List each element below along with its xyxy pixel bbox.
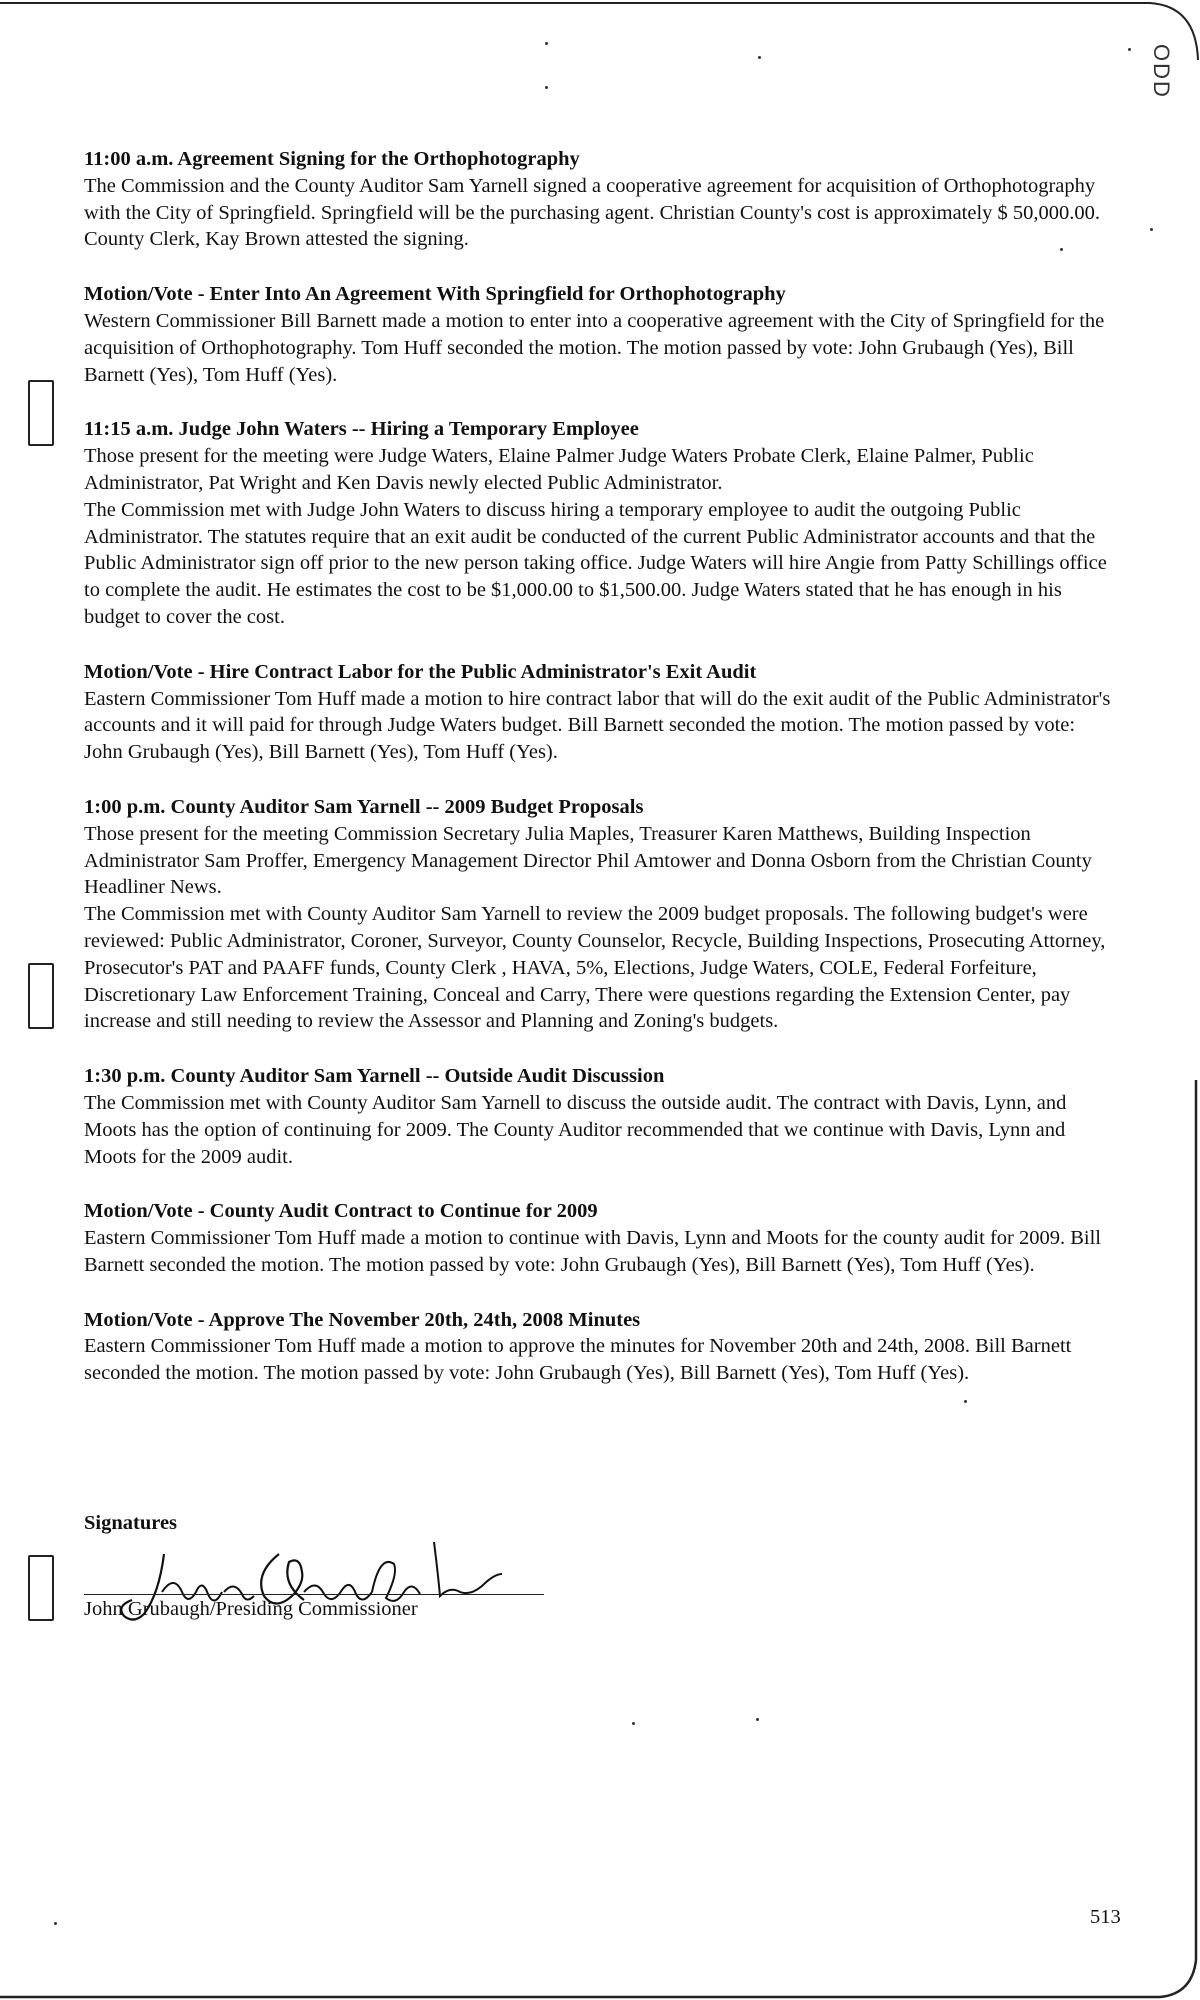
- section-heading: Motion/Vote - Approve The November 20th, 24th, 2008 Minutes: [84, 1308, 641, 1331]
- section-motion-approve-minutes: [84, 1307, 1114, 1387]
- scan-speck: [1128, 48, 1131, 51]
- section-text: Those present for the meeting were Judge Waters, Elaine Palmer Judge Waters Probate Clerk, Elaine Palmer, Public Administrator, Pat Wright and Ken Davis newly elected Public Administrator.: [84, 445, 1034, 494]
- scan-speck: [1150, 228, 1153, 231]
- corner-stamp: ODD: [1149, 44, 1174, 99]
- margin-checkbox: [28, 380, 54, 446]
- section-text: Eastern Commissioner Tom Huff made a motion to approve the minutes for November 20th and 24th, 2008. Bill Barnett seconded the motion. The motion passed by vote: John Grubaugh (Yes), Bill Barnett (Yes), Tom Huff (Yes).: [84, 1335, 1072, 1385]
- section-text: Western Commissioner Bill Barnett made a motion to enter into a cooperative agreement with the City of Springfield for the acquisition of Orthophotography. Tom Huff seconded the motion. The motion passed by vote: John Grubaugh (Yes), Bill Barnett (Yes), Tom Huff (Yes).: [84, 309, 1105, 386]
- section-heading: 11:15 a.m. Judge John Waters -- Hiring a Temporary Employee: [84, 418, 639, 441]
- page-number: 513: [1090, 1906, 1121, 1928]
- scan-speck: [545, 42, 548, 45]
- section-motion-audit-contract: [84, 1198, 1114, 1278]
- section-budget-proposals: [84, 794, 1114, 1035]
- scan-speck: [54, 1922, 57, 1925]
- section-heading: Motion/Vote - Enter Into An Agreement With Springfield for Orthophotography: [84, 283, 786, 306]
- section-motion-exit-audit: [84, 659, 1114, 766]
- section-judge-waters-temporary-employee: [84, 416, 1114, 630]
- minutes-body: [84, 146, 1114, 1415]
- margin-checkbox: [28, 963, 54, 1029]
- section-orthophotography-signing: [84, 146, 1114, 253]
- section-text: The Commission met with County Auditor Sam Yarnell to discuss the outside audit. The contract with Davis, Lynn, and Moots has the option of continuing for 2009. The County Auditor recommended that we continue with Davis, Lynn and Moots for the 2009 audit.: [84, 1091, 1067, 1168]
- section-text: Those present for the meeting Commission Secretary Julia Maples, Treasurer Karen Matthews, Building Inspection Administrator Sam Proffer, Emergency Management Director Phil Amtower and Donna Osborn from the Christian County Headliner News.: [84, 822, 1092, 899]
- section-heading: Motion/Vote - Hire Contract Labor for the Public Administrator's Exit Audit: [84, 660, 757, 683]
- section-motion-springfield-agreement: [84, 281, 1114, 388]
- margin-checkbox: [28, 1555, 54, 1621]
- scan-speck: [758, 56, 761, 59]
- section-heading: Motion/Vote - County Audit Contract to Continue for 2009: [84, 1200, 598, 1223]
- section-text: The Commission met with County Auditor Sam Yarnell to review the 2009 budget proposals. The following budget's were reviewed: Public Administrator, Coroner, Surveyor, County Counselor, Recycle, Building Inspections, Prosecuting Attorney, Prosecutor's PAT and PAAFF funds, County Clerk , HAVA, 5%, Elections, Judge Waters, COLE, Federal Forfeiture, Discretionary Law Enforcement Training, Conceal and Carry, There were questions regarding the Extension Center, pay increase and still needing to review the Assessor and Planning and Zoning's budgets.: [84, 903, 1106, 1033]
- signature-caption: John Grubaugh/Presiding Commissioner: [84, 1598, 418, 1620]
- section-heading: 11:00 a.m. Agreement Signing for the Orthophotography: [84, 148, 580, 170]
- section-heading: 1:30 p.m. County Auditor Sam Yarnell -- Outside Audit Discussion: [84, 1065, 665, 1088]
- scan-speck: [632, 1722, 635, 1725]
- section-heading: 1:00 p.m. County Auditor Sam Yarnell -- 2009 Budget Proposals: [84, 795, 644, 818]
- signatures-heading: Signatures: [84, 1512, 178, 1534]
- signature-line: [84, 1594, 544, 1595]
- scan-speck: [545, 86, 548, 89]
- section-outside-audit-discussion: [84, 1063, 1114, 1170]
- signature-block: [84, 1512, 584, 1632]
- section-text: Eastern Commissioner Tom Huff made a motion to continue with Davis, Lynn and Moots for the county audit for 2009. Bill Barnett seconded the motion. The motion passed by vote: John Grubaugh (Yes), Bill Barnett (Yes), Tom Huff (Yes).: [84, 1227, 1101, 1276]
- section-text: Eastern Commissioner Tom Huff made a motion to hire contract labor that will do the exit audit of the Public Administrator's accounts and it will paid for through Judge Waters budget. Bill Barnett seconded the motion. The motion passed by vote: John Grubaugh (Yes), Bill Barnett (Yes), Tom Huff (Yes).: [84, 687, 1111, 764]
- section-text: The Commission met with Judge John Waters to discuss hiring a temporary employee to audit the outgoing Public Administrator. The statutes require that an exit audit be conducted of the current Public Administrator accounts and that the Public Administrator sign off prior to the new person taking office. Judge Waters will hire Angie from Patty Schillings office to complete the audit. He estimates the cost to be $1,000.00 to $1,500.00. Judge Waters stated that he has enough in his budget to cover the cost.: [84, 498, 1107, 628]
- scan-speck: [756, 1718, 759, 1721]
- section-text: The Commission and the County Auditor Sam Yarnell signed a cooperative agreement for acquisition of Orthophotography with the City of Springfield. Springfield will be the purchasing agent. Christian County's cost is approximately $ 50,000.00. County Clerk, Kay Brown attested the signing.: [84, 174, 1101, 251]
